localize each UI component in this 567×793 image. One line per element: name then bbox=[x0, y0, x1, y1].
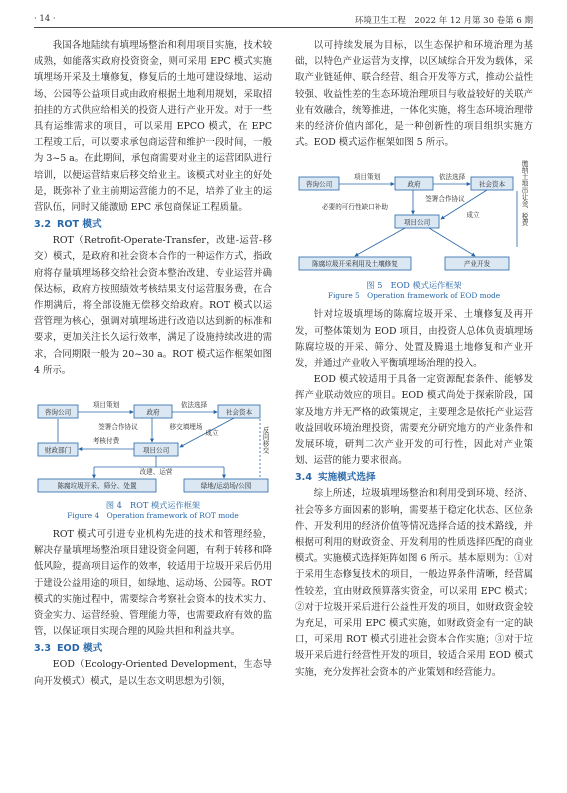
paragraph: 针对垃圾填埋场的陈腐垃圾开采、土壤修复及再开发，可整体策划为 EOD 项目，由投资人总体负责填埋场陈腐垃圾的开采、筛分、处置及腾退土地修复和产业开发，并通过产业收入平衡填埋场治理的投入。 bbox=[295, 309, 533, 370]
rot-diagram bbox=[34, 385, 272, 497]
bottom-label-2: 绿地/运动场/公园 bbox=[200, 482, 252, 491]
page-number: · 14 · bbox=[34, 14, 56, 24]
paragraph: EOD（Ecology-Oriented Development，生态导向开发模式）模式，是以生态文明思想为引领， bbox=[34, 659, 272, 687]
left-column bbox=[34, 38, 272, 690]
project-label: 项目公司 bbox=[142, 446, 170, 455]
bottom-label-1: 陈腐垃圾开采利用及土壤修复 bbox=[312, 260, 398, 269]
header-rule bbox=[34, 27, 533, 28]
paragraph: ROT（Retrofit-Operate-Transfer，改建-运营-移交）模式，是政府和社会资本合作的一种运作方式，指政府将存量填埋场移交给社会资本整治改建、专业运营并确保达标，政府方按照绩效考核结果支付运营服务费，在合作期满后，将全部设施无偿移交给政府。ROT 模式以运营管理为核心，强调对填埋场进行改造以达到新的标准和要求，更加关注长久运行效率，满足了设施持续改进的需求，合同期限一般为 20~30 a。ROT 模式运作框架如图 4 所示。 bbox=[34, 235, 272, 376]
right-column bbox=[295, 38, 533, 681]
paragraph: 以可持续发展为目标，以生态保护和环境治理为基础，以特色产业运营为支撑，以区域综合开发为载体，采取产业链延伸、联合经营、组合开发等方式，推动公益性较强、收益性差的生态环境治理项目与收益较好的关联产业有效融合，统筹推进，一体化实施，将生态环境治理带来的经济价值内部化，是一种创新性的项目组织实施方式。EOD 模式运作框架如图 5 所示。 bbox=[295, 40, 533, 149]
consult-label: 咨询公司 bbox=[44, 408, 72, 417]
assess-label: 考核付费 bbox=[92, 437, 120, 446]
sign-label: 签署合作协议 bbox=[425, 195, 465, 204]
finance-label: 财政部门 bbox=[44, 446, 72, 455]
capital-label: 社会资本 bbox=[478, 180, 506, 189]
establish-label: 成立 bbox=[205, 429, 219, 438]
gov-label: 政府 bbox=[146, 408, 160, 417]
planning-label: 项目策划 bbox=[92, 401, 120, 410]
section-heading-3-2: 3.2 ROT 模式 bbox=[34, 219, 102, 231]
figure-4-rot-framework bbox=[34, 385, 272, 521]
bottom-label-2: 产业开发 bbox=[463, 260, 491, 269]
section-heading-3-3: 3.3 EOD 模式 bbox=[34, 643, 103, 655]
figure-5-caption: 图 5 EOD 模式运作框架 bbox=[366, 280, 462, 291]
page-header bbox=[34, 10, 533, 28]
transfer-label: 移交填埋场 bbox=[169, 423, 203, 432]
figure-5-eod-framework bbox=[295, 157, 533, 301]
renovate-label: 改建、运营 bbox=[139, 468, 173, 477]
section-heading-3-4: 3.4 实施模式选择 bbox=[295, 472, 376, 484]
eod-diagram bbox=[295, 157, 533, 277]
bidding-label: 依法选择 bbox=[180, 401, 208, 410]
establish-label: 成立 bbox=[466, 211, 480, 220]
sign-label: 签署合作协议 bbox=[98, 423, 138, 432]
subsidy-label: 必要的可行性缺口补助 bbox=[322, 203, 388, 212]
gov-label: 政府 bbox=[407, 180, 421, 189]
paragraph: 综上所述，垃圾填埋场整治和利用受到环境、经济、社会等多方面因素的影响，需要基于稳定化状态、区位条件、开发利用的经济价值等情况选择合适的技术路线，并根据可利用的财政资金、开发利用的性质选择匹配的商业模式。实施模式选择矩阵如图 6 所示。基本原则为：①对于采用生态修复技术的项目，一般边界条件清晰，经营属性较差，宜由财政预算落实资金，可以采用 EPC 模式；②对于垃圾开采后进行公益性开发的项目，如财政资金较为充足，可采用 EPC 模式实施，如财政资金有一定的缺口，可采用 ROT 模式引进社会资本合作实施；③对于垃圾开采后进行经营性开发的项目，较适合采用 EOD 模式实施，充分发挥社会资本的产业策划和经营能力。 bbox=[295, 488, 533, 678]
consult-label: 咨询公司 bbox=[305, 180, 333, 189]
capital-label: 社会资本 bbox=[225, 408, 253, 417]
journal-info: 环境卫生工程 2022 年 12 月第 30 卷第 6 期 bbox=[354, 16, 533, 26]
paragraph: ROT 模式可引进专业机构先进的技术和管理经验，解决存量填埋场整治项目建设资金问题，有利于转移和降低风险，提高项目运作的效率，较适用于垃圾开采后仍用于建设公益用途的项目，如绿地、运动场、公园等。ROT 模式的实施过程中，需要综合考察社会资本的技术实力、资金实力、运营经验、管理能力等，也需要政府有效的监管，以保证项目实现合理的风险共担和利益共享。 bbox=[34, 529, 272, 638]
project-label: 项目公司 bbox=[403, 218, 431, 227]
figure-5-caption-en: Figure 5 Operation framework of EOD mode bbox=[327, 291, 501, 301]
planning-label: 项目策划 bbox=[353, 173, 381, 182]
return-label: 反向移交 bbox=[261, 426, 269, 454]
figure-4-caption: 图 4 ROT 模式运作框架 bbox=[105, 500, 201, 511]
land-label: 缴纳土地出让金、税费 bbox=[520, 160, 528, 227]
paragraph: EOD 模式较适用于具备一定资源配套条件、能够发挥产业联动效应的项目。EOD 模式尚处于探索阶段，国家及地方并无严格的政策规定，主要理念是依托产业运营收益回收环境治理投资，需要充分研究地方的产业条件和发展环境，研判二次产业开发的可行性，因此对产业策划、运营的能力要求很高。 bbox=[295, 374, 533, 467]
bidding-label: 依法选择 bbox=[438, 173, 466, 182]
paragraph: 我国各地陆续有填埋场整治和利用项目实施，技术较成熟，如能落实政府投资资金，则可采用 EPC 模式实施填埋场开采及土壤修复，修复后的土地可建设绿地、运动场、公园等公益项目或由政府根据土地利用规划，采取招拍挂的方式供应给相关的投资人进行产业开发。对于一些具有运维需求的项目，可以采用 EPCO 模式，在 EPC 工程竣工后，可以要求承包商运营和维护一段时间，一般为 3~5 a。在此期间，承包商需要对业主的运营团队进行培训，以便运营结束后移交给业主。该模式对业主的好处是，既弥补了业主前期运营能力的不足，培养了业主的运营队伍，同时又能激励 EPC 承包商保证工程质量。 bbox=[34, 40, 272, 214]
bottom-label-1: 陈腐垃圾开采、筛分、处置 bbox=[57, 482, 137, 491]
figure-4-caption-en: Figure 4 Operation framework of ROT mode bbox=[67, 511, 239, 521]
